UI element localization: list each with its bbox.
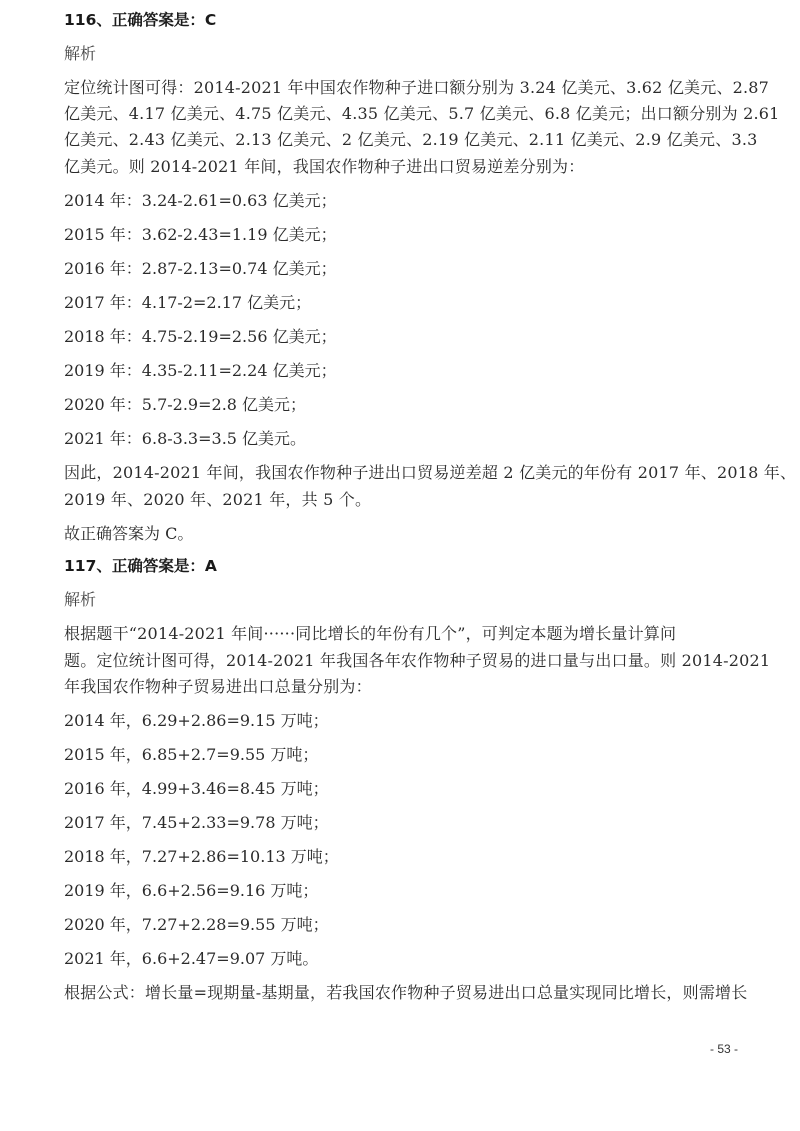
q116-conclusion-line-2: 2019 年、2020 年、2021 年，共 5 个。 [64, 490, 372, 509]
q117-year-line: 2021 年，6.6+2.47=9.07 万吨。 [64, 949, 319, 968]
q116-year-line: 2015 年：3.62-2.43=1.19 亿美元； [64, 225, 337, 244]
q116-conclusion-line-1: 因此，2014-2021 年间，我国农作物种子进出口贸易逆差超 2 亿美元的年份有 2017 年、2018 年、 [64, 463, 797, 482]
q117-formula-line: 根据公式：增长量=现期量-基期量，若我国农作物种子贸易进出口总量实现同比增长，则需增长 [64, 983, 748, 1002]
q116-year-line: 2021 年：6.8-3.3=3.5 亿美元。 [64, 429, 307, 448]
q117-year-line: 2015 年，6.85+2.7=9.55 万吨； [64, 745, 319, 764]
q117-year-line: 2018 年，7.27+2.86=10.13 万吨； [64, 847, 339, 866]
q116-year-line: 2017 年：4.17-2=2.17 亿美元； [64, 293, 312, 312]
q117-para-line-3: 年我国农作物种子贸易进出口总量分别为： [64, 677, 372, 696]
question-117-title: 117、正确答案是：A [64, 557, 217, 575]
q116-year-line: 2019 年：4.35-2.11=2.24 亿美元； [64, 361, 337, 380]
q117-para-line-1: 根据题干“2014-2021 年间······同比增长的年份有几个”，可判定本题为增长量计算问 [64, 624, 677, 643]
q117-year-line: 2014 年，6.29+2.86=9.15 万吨； [64, 711, 329, 730]
q116-answer: 故正确答案为 C。 [64, 524, 194, 543]
q117-year-line: 2016 年，4.99+3.46=8.45 万吨； [64, 779, 329, 798]
q116-year-line: 2014 年：3.24-2.61=0.63 亿美元； [64, 191, 337, 210]
q117-year-line: 2020 年，7.27+2.28=9.55 万吨； [64, 915, 329, 934]
q117-year-line: 2019 年，6.6+2.56=9.16 万吨； [64, 881, 319, 900]
page-number: - 53 - [709, 1042, 738, 1056]
q116-para-line-1: 定位统计图可得：2014-2021 年中国农作物种子进口额分别为 3.24 亿美元、3.62 亿美元、2.87 [64, 78, 770, 97]
q117-para-line-2: 题。定位统计图可得，2014-2021 年我国各年农作物种子贸易的进口量与出口量。则 2014-2021 [64, 651, 771, 670]
question-116-title: 116、正确答案是：C [64, 11, 217, 29]
q116-year-line: 2020 年：5.7-2.9=2.8 亿美元； [64, 395, 307, 414]
q116-year-line: 2016 年：2.87-2.13=0.74 亿美元； [64, 259, 337, 278]
q116-year-line: 2018 年：4.75-2.19=2.56 亿美元； [64, 327, 337, 346]
q116-para-line-3: 亿美元、2.43 亿美元、2.13 亿美元、2 亿美元、2.19 亿美元、2.11 亿美元、2.9 亿美元、3.3 [64, 130, 758, 149]
analysis-label-116: 解析 [64, 44, 97, 63]
q117-year-line: 2017 年，7.45+2.33=9.78 万吨； [64, 813, 329, 832]
analysis-label-117: 解析 [64, 590, 97, 609]
q116-para-line-2: 亿美元、4.17 亿美元、4.75 亿美元、4.35 亿美元、5.7 亿美元、6.8 亿美元；出口额分别为 2.61 [64, 104, 780, 123]
q116-para-line-4: 亿美元。则 2014-2021 年间，我国农作物种子进出口贸易逆差分别为： [64, 157, 585, 176]
